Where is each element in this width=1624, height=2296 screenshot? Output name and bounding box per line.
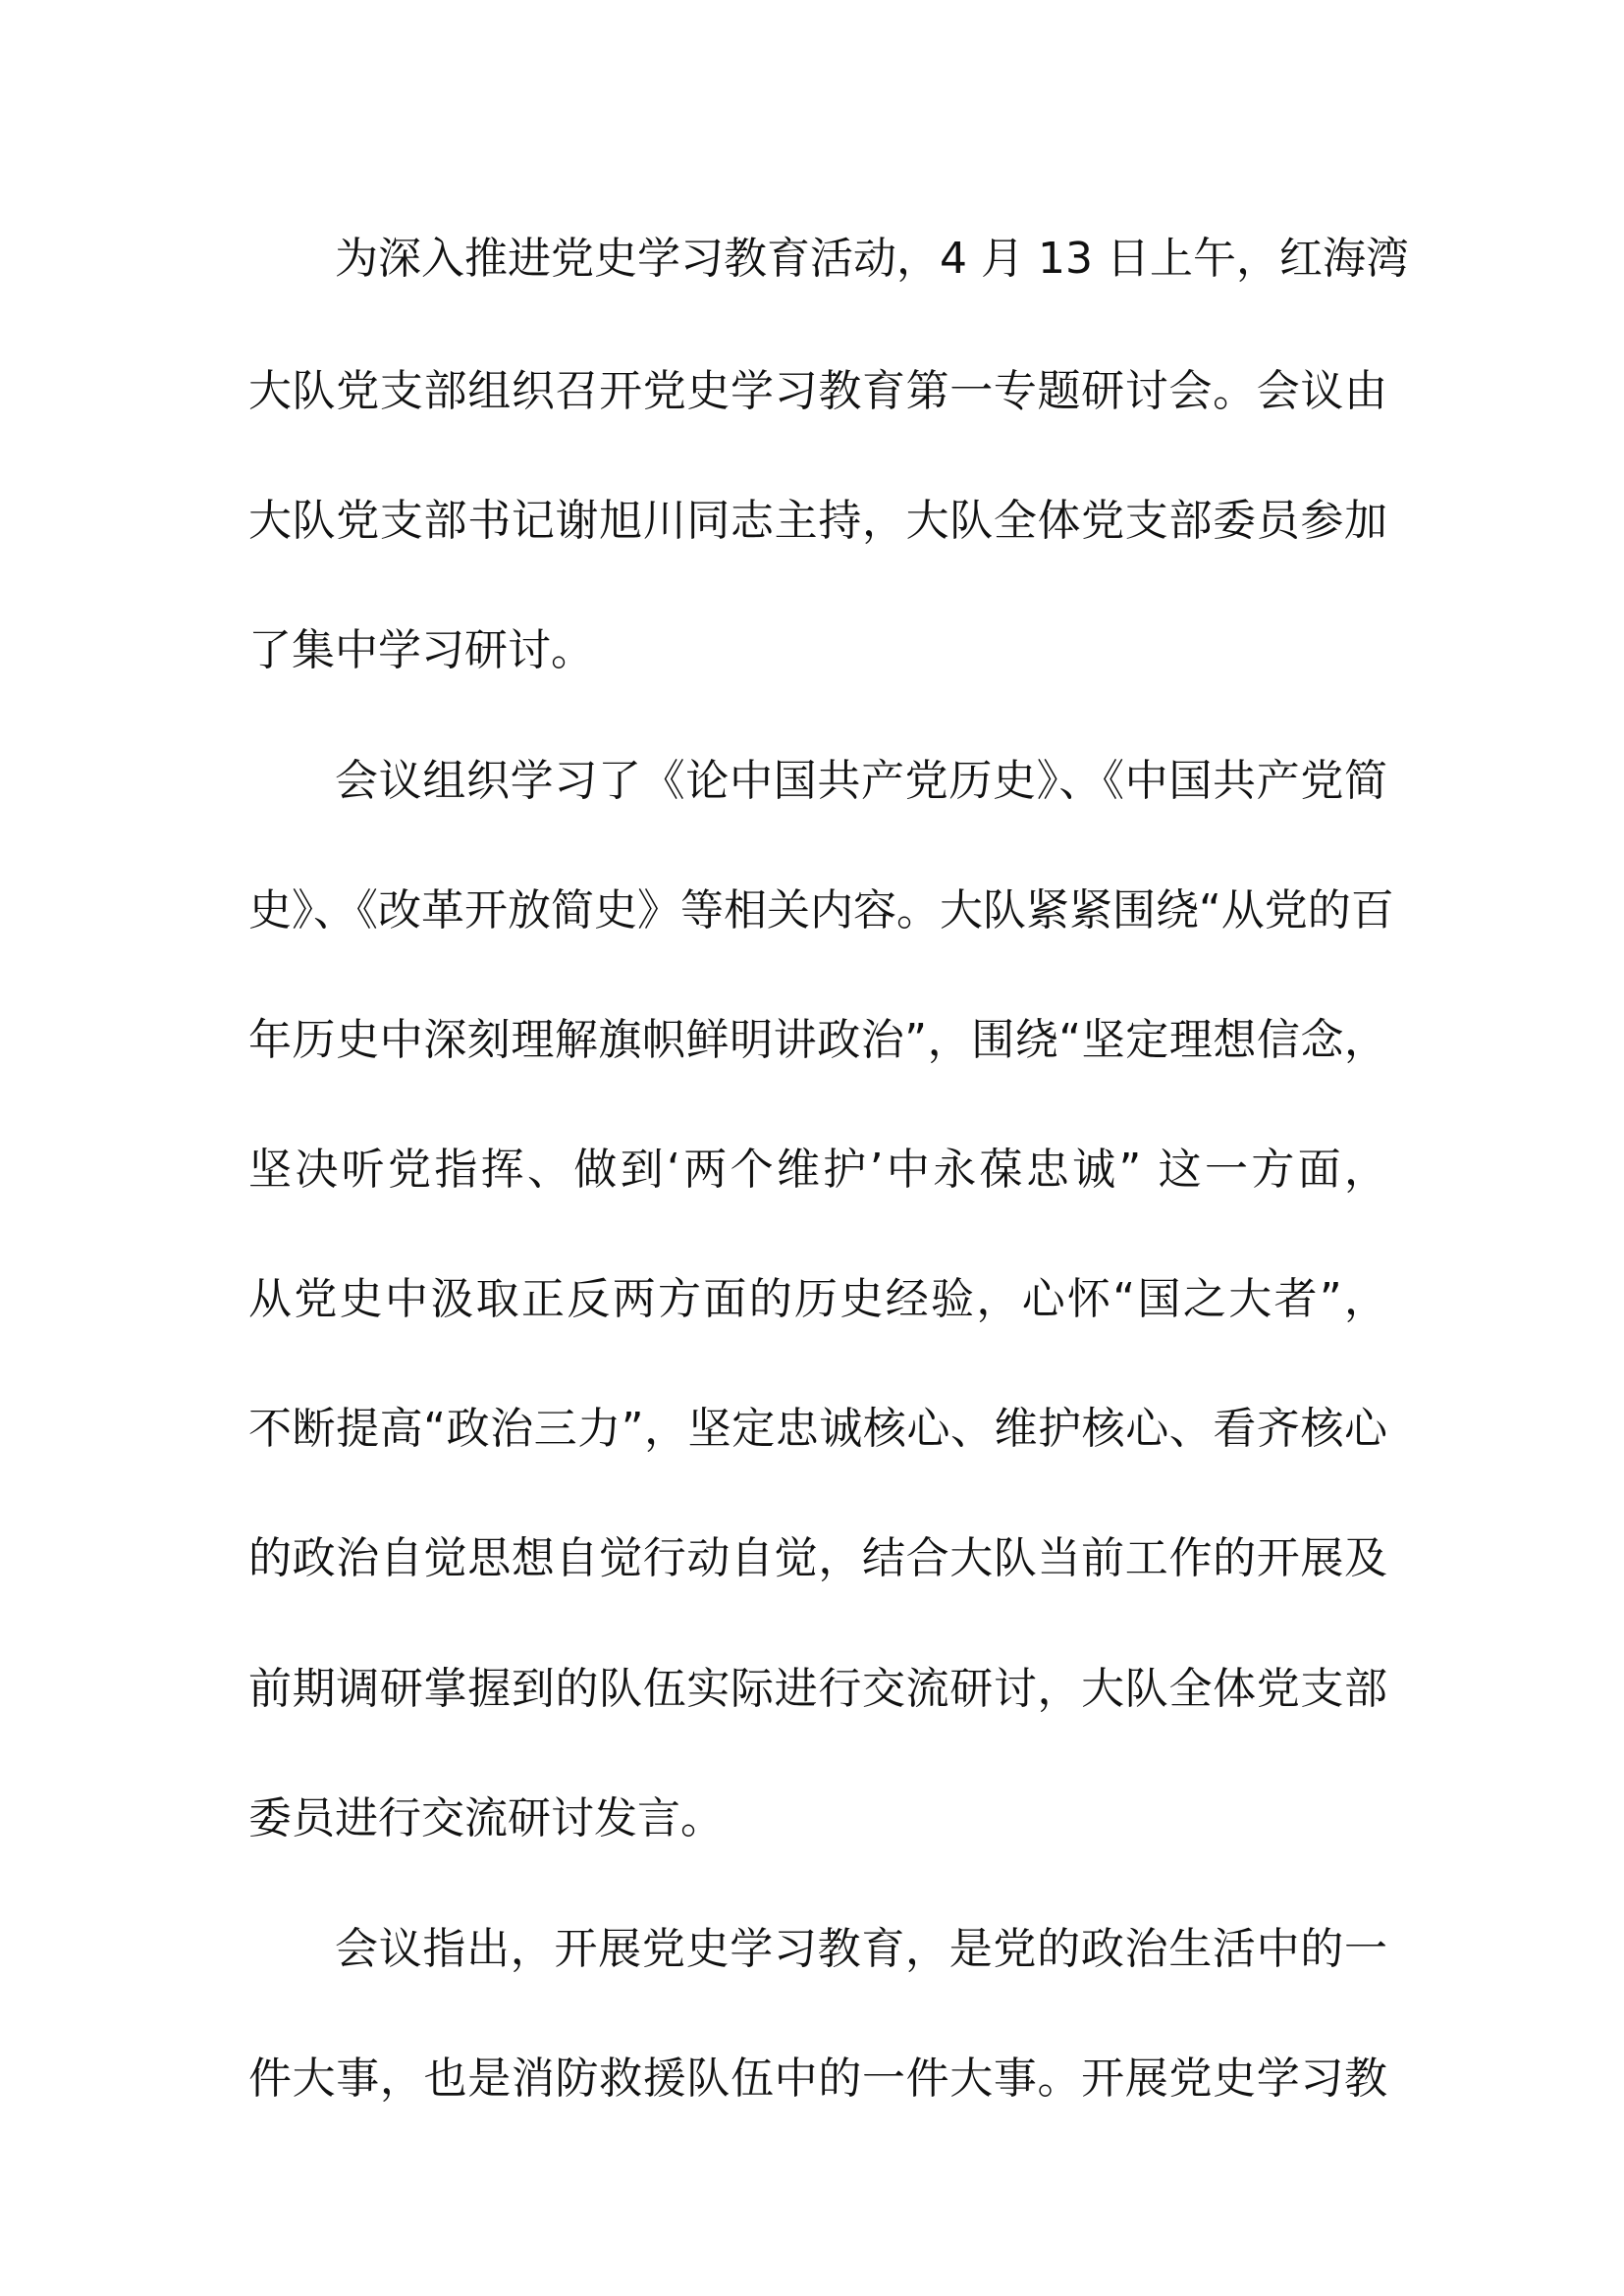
paragraph-1-line-3: 大队党支部书记谢旭川同志主持，大队全体党支部委员参加	[248, 496, 1387, 546]
paragraph-2-line-8: 前期调研掌握到的队伍实际进行交流研讨，大队全体党支部	[248, 1664, 1387, 1714]
paragraph-2-line-6: 不断提高“政治三力”，坚定忠诚核心、维护核心、看齐核心	[248, 1404, 1387, 1454]
paragraph-2-line-3: 年历史中深刻理解旗帜鲜明讲政治”，围绕“坚定理想信念，	[248, 1015, 1387, 1065]
paragraph-2-line-2: 史》、《改革开放简史》等相关内容。大队紧紧围绕“从党的百	[248, 885, 1394, 935]
paragraph-3-line-2: 件大事，也是消防救援队伍中的一件大事。开展党史学习教	[248, 2054, 1387, 2104]
paragraph-3-line-1: 会议指出，开展党史学习教育，是党的政治生活中的一	[335, 1924, 1387, 1974]
paragraph-1-line-1: 为深入推进党史学习教育活动，4 月 13 日上午，红海湾	[335, 234, 1409, 284]
paragraph-2-line-1: 会议组织学习了《论中国共产党历史》、《中国共产党简	[335, 756, 1387, 806]
paragraph-2-line-7: 的政治自觉思想自觉行动自觉，结合大队当前工作的开展及	[248, 1533, 1387, 1583]
paragraph-2-line-5: 从党史中汲取正反两方面的历史经验，心怀“国之大者”，	[248, 1274, 1387, 1324]
paragraph-2-line-4: 坚决听党指挥、做到‘两个维护’中永葆忠诚” 这一方面，	[248, 1145, 1387, 1195]
paragraph-1-line-4: 了集中学习研讨。	[248, 625, 594, 675]
paragraph-2-line-9: 委员进行交流研讨发言。	[248, 1793, 724, 1843]
paragraph-1-line-2: 大队党支部组织召开党史学习教育第一专题研讨会。会议由	[248, 366, 1387, 416]
